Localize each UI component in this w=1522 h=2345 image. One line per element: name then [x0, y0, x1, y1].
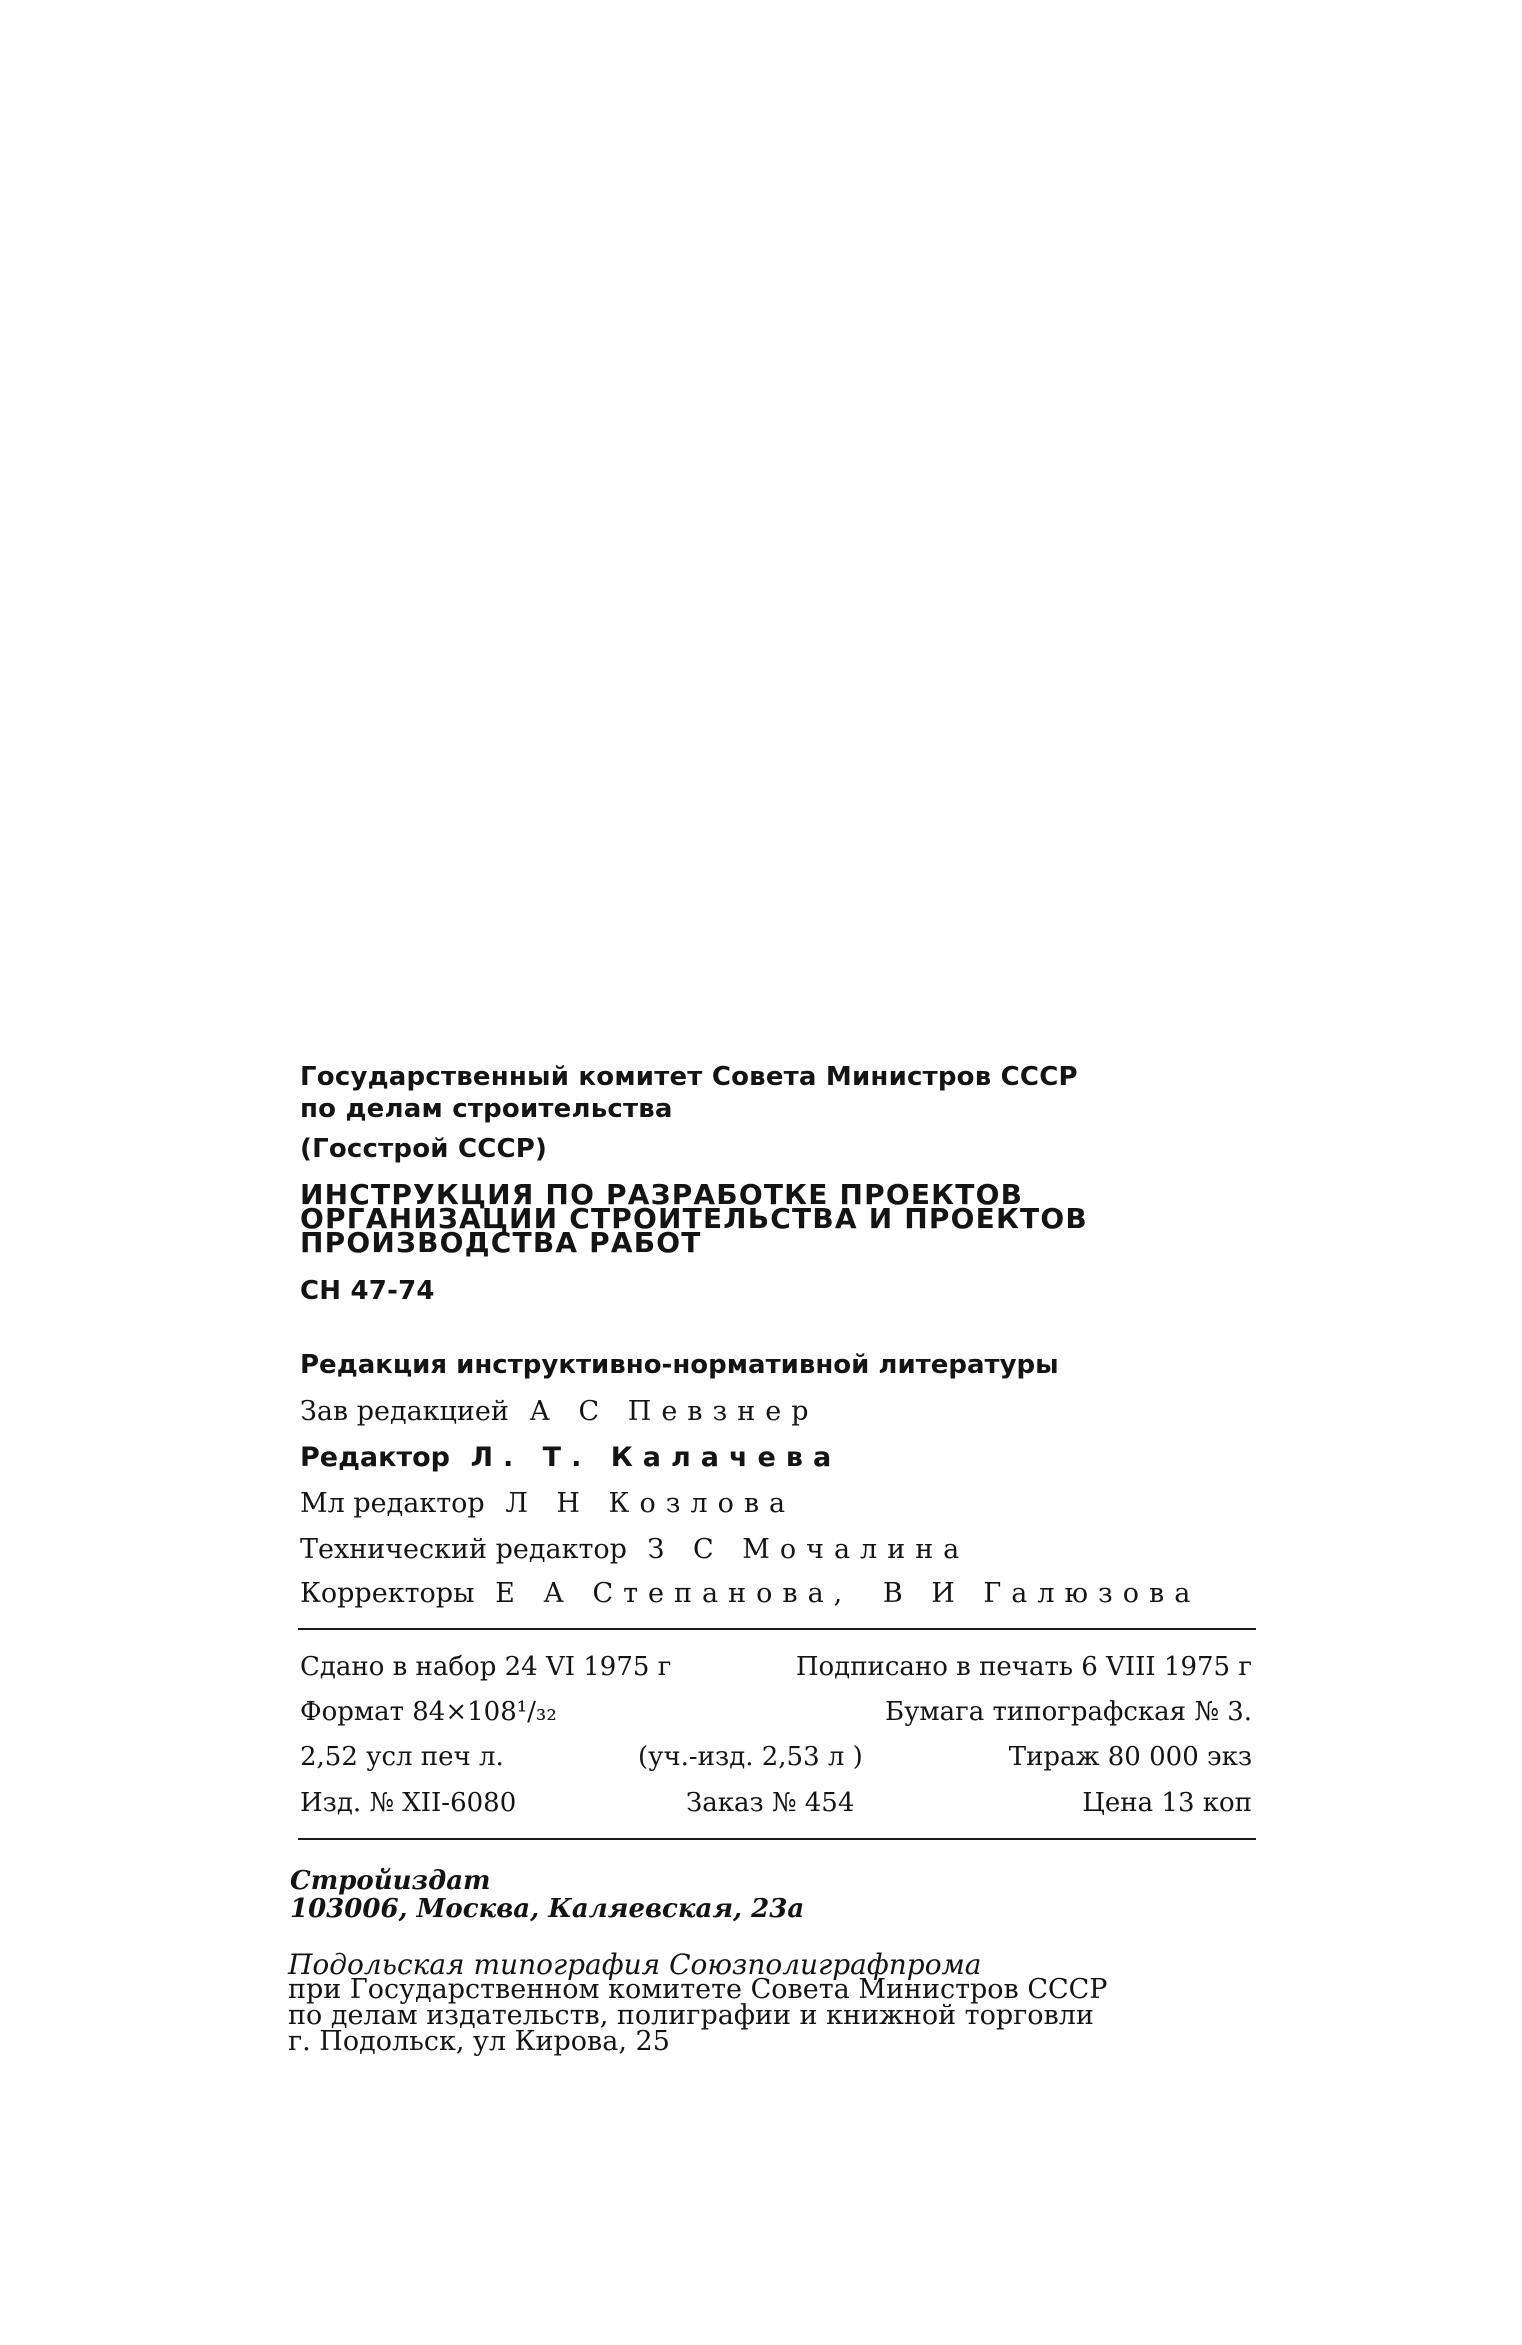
credit-label: Корректоры — [300, 1578, 475, 1609]
credit-name: Л. Т. Калачева — [470, 1442, 842, 1473]
imprint-price: Цена 13 коп — [1082, 1788, 1252, 1818]
doc-code: СН 47-74 — [300, 1276, 435, 1306]
credit-label: Технический редактор — [300, 1534, 627, 1565]
credit-editor — [300, 1442, 841, 1473]
imprint-row — [300, 1742, 1252, 1778]
credit-label: Мл редактор — [300, 1488, 485, 1519]
printer-line2: при Государственном комитете Совета Министров СССР — [288, 1974, 1108, 2005]
credit-name: Л Н Козлова — [505, 1488, 796, 1519]
printer-line1: Подольская типография Союзполиграфпрома — [288, 1948, 982, 1981]
imprint-signed: Подписано в печать 6 VIII 1975 г — [795, 1652, 1252, 1682]
imprint-row — [300, 1652, 1252, 1688]
imprint-format: Формат 84×108¹/₃₂ — [300, 1697, 557, 1727]
credit-tech-editor — [300, 1534, 969, 1565]
credit-head-editor — [300, 1396, 818, 1427]
imprint-row — [300, 1697, 1252, 1733]
imprint-publication-no: Изд. № XII-6080 — [300, 1788, 517, 1818]
divider-bottom — [298, 1838, 1256, 1840]
credit-name: Е А Степанова, — [495, 1578, 853, 1609]
imprint-sheets: 2,52 усл печ л. — [300, 1742, 504, 1772]
imprint-submitted: Сдано в набор 24 VI 1975 г — [300, 1652, 672, 1682]
doc-title-line3: ПРОИЗВОДСТВА РАБОТ — [300, 1226, 702, 1259]
org-abbrev: (Госстрой СССР) — [300, 1134, 548, 1164]
publisher-address: 103006, Москва, Каляевская, 23а — [290, 1894, 805, 1924]
imprint-row — [300, 1788, 1252, 1824]
editorial-office: Редакция инструктивно-нормативной литературы — [300, 1350, 1059, 1380]
doc-title-line1: ИНСТРУКЦИЯ ПО РАЗРАБОТКЕ ПРОЕКТОВ — [300, 1178, 1024, 1211]
divider-top — [298, 1628, 1256, 1630]
imprint-paper: Бумага типографская № 3. — [885, 1697, 1252, 1727]
credit-proofreaders — [300, 1578, 1200, 1609]
publisher-name: Стройиздат — [290, 1866, 491, 1896]
imprint-print-run: Тираж 80 000 экз — [1008, 1742, 1252, 1772]
credit-name: З С Мочалина — [647, 1534, 970, 1565]
credit-name: А С Певзнер — [529, 1396, 819, 1427]
credit-label: Зав редакцией — [300, 1396, 509, 1427]
imprint-edition-sheets: (уч.-изд. 2,53 л ) — [638, 1742, 863, 1772]
printer-line3: по делам издательств, полиграфии и книжной торговли — [288, 2000, 1094, 2031]
credit-label: Редактор — [300, 1442, 450, 1473]
imprint-order: Заказ № 454 — [686, 1788, 855, 1818]
credit-junior-editor — [300, 1488, 795, 1519]
doc-title-line2: ОРГАНИЗАЦИИ СТРОИТЕЛЬСТВА И ПРОЕКТОВ — [300, 1202, 1088, 1235]
org-name-line2: по делам строительства — [300, 1094, 673, 1124]
printer-line4: г. Подольск, ул Кирова, 25 — [288, 2026, 670, 2057]
credit-name: В И Галюзова — [882, 1578, 1201, 1609]
org-name-line1: Государственный комитет Совета Министров СССР — [300, 1062, 1078, 1092]
